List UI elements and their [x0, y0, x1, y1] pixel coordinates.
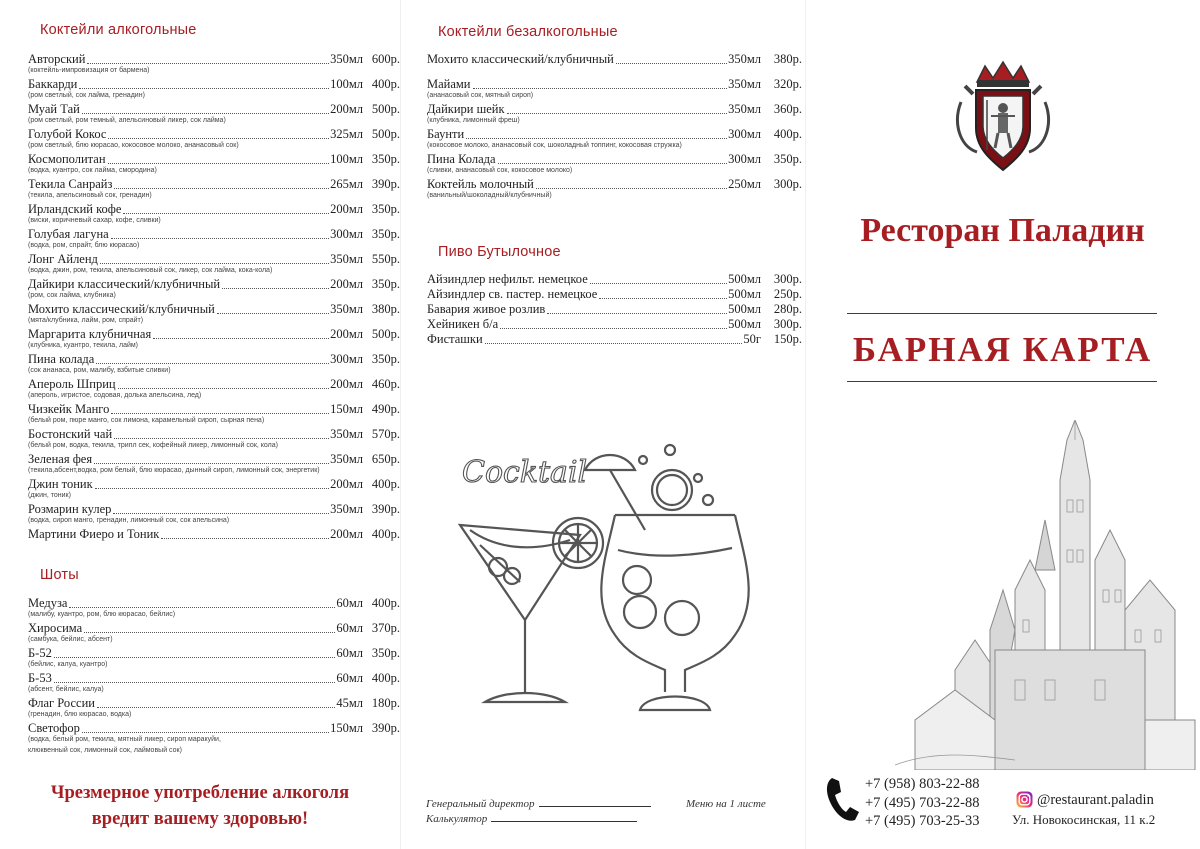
menu-item-price: 300р. [773, 177, 802, 191]
menu-item-leader-dots [118, 388, 329, 389]
menu-item-price: 350р. [371, 352, 400, 366]
menu-item-leader-dots [547, 313, 727, 314]
menu-item-leader-dots [590, 283, 727, 284]
menu-item-line [28, 621, 400, 635]
menu-item-name: Текила Санрайз [28, 177, 113, 191]
menu-item-description: (малибу, куантро, ром, блю кюрасао, бейлис) [28, 611, 176, 618]
menu-item-description: (белый ром, пюре манго, сок лимона, карамельный сироп, сырная пена) [28, 417, 265, 424]
beer-list [427, 272, 802, 347]
menu-item-name: Бавария живое розлив [427, 302, 546, 316]
menu-item-description: (водка, сироп манго, гренадин, лимонный сок, сок апельсина) [28, 517, 230, 524]
menu-item-description: (бейлис, калуа, куантро) [28, 661, 108, 668]
menu-item-description: (текила, апельсиновый сок, гренадин) [28, 192, 152, 199]
menu-item-name: Космополитан [28, 152, 106, 166]
menu-item-price: 500р. [371, 127, 400, 141]
menu-item-volume: 500мл [728, 287, 761, 301]
menu-item-name: Б-53 [28, 671, 52, 685]
menu-item-price: 380р. [371, 302, 400, 316]
menu-item-line [427, 152, 802, 166]
menu-item-name: Айзиндлер св. пастер. немецкое [427, 287, 598, 301]
menu-item-line [28, 402, 400, 416]
menu-item-line [427, 317, 802, 331]
menu-item-description: клюквенный сок, лимонный сок, лаймовый сок) [28, 747, 182, 754]
menu-item-line [28, 177, 400, 191]
left-panel [0, 0, 400, 849]
menu-item-volume: 200мл [330, 202, 363, 216]
menu-item [28, 177, 400, 202]
menu-item-volume: 150мл [330, 721, 363, 735]
menu-item [427, 102, 802, 127]
menu-item-volume: 200мл [330, 477, 363, 491]
calculator-label: Калькулятор [426, 813, 488, 825]
menu-item-price: 350р. [371, 202, 400, 216]
menu-item-description: (сливки, ананасовый сок, кокосовое молоко) [427, 167, 573, 174]
menu-item-line [427, 127, 802, 141]
director-label: Генеральный директор [426, 798, 535, 810]
menu-item-name: Авторский [28, 52, 86, 66]
menu-item-price: 320р. [773, 77, 802, 91]
menu-item-line [427, 77, 802, 91]
menu-item [427, 177, 802, 202]
menu-item-volume: 350мл [728, 77, 761, 91]
menu-item [28, 202, 400, 227]
menu-item-price: 300р. [773, 272, 802, 286]
menu-item-name: Баккарди [28, 77, 78, 91]
menu-item-leader-dots [616, 63, 727, 64]
menu-item-volume: 200мл [330, 327, 363, 341]
menu-item-price: 390р. [371, 721, 400, 735]
menu-item-description: (джин, тоник) [28, 492, 71, 499]
menu-item-leader-dots [500, 328, 727, 329]
menu-item-volume: 350мл [330, 427, 363, 441]
hurricane-glass-icon [585, 445, 749, 710]
menu-item-description: (клубника, куантро, текила, лайм) [28, 342, 139, 349]
alcoholic-cocktails-list [28, 52, 400, 552]
menu-item-leader-dots [82, 113, 329, 114]
coat-of-arms-icon [943, 60, 1063, 180]
menu-item-volume: 200мл [330, 527, 363, 541]
cocktail-label: Cocktail [462, 455, 588, 490]
menu-item-leader-dots [87, 63, 329, 64]
menu-item-leader-dots [153, 338, 329, 339]
menu-item-description: (ананасовый сок, мятный сироп) [427, 92, 534, 99]
menu-item-description: (ром светлый, блю кюрасао, кокосовое молоко, ананасовый сок) [28, 142, 239, 149]
menu-item-line [28, 596, 400, 610]
menu-item-price: 150р. [773, 332, 802, 346]
menu-item-description: (текила,абсент,водка, ром белый, блю кюрасао, дынный сироп, лимонный сок, энергетик) [28, 467, 320, 474]
menu-item-volume: 350мл [728, 52, 761, 66]
menu-item-description: (ром светлый, сок лайма, гренадин) [28, 92, 145, 99]
health-warning-line1: Чрезмерное употребление алкоголя [50, 783, 350, 803]
menu-item-price: 650р. [371, 452, 400, 466]
menu-item-volume: 150мл [330, 402, 363, 416]
menu-item-line [28, 427, 400, 441]
menu-item-price: 360р. [773, 102, 802, 116]
menu-item-price: 490р. [371, 402, 400, 416]
bar-menu-title: БАРНАЯ КАРТА [852, 330, 1153, 369]
menu-item-price: 390р. [371, 502, 400, 516]
menu-item [427, 332, 802, 347]
menu-item-volume: 325мл [330, 127, 363, 141]
menu-item [427, 127, 802, 152]
menu-item [28, 427, 400, 452]
title-rule-top [847, 313, 1157, 314]
menu-item-price: 350р. [371, 646, 400, 660]
menu-item-line [28, 502, 400, 516]
menu-item-price: 350р. [371, 227, 400, 241]
phone-number[interactable]: +7 (495) 703-25-33 [865, 813, 980, 829]
menu-item-price: 250р. [773, 287, 802, 301]
menu-item-price: 570р. [371, 427, 400, 441]
menu-item-description: (водка, джин, ром, текила, апельсиновый сок, ликер, сок лайма, кока-кола) [28, 267, 273, 274]
menu-item-line [28, 77, 400, 91]
section-title-beer: Пиво Бутылочное [438, 244, 561, 260]
menu-item-leader-dots [97, 707, 335, 708]
menu-item-line [28, 102, 400, 116]
menu-item-description: (сок ананаса, ром, малибу, взбитые сливки) [28, 367, 171, 374]
menu-item-volume: 250мл [728, 177, 761, 191]
menu-item-description: (апероль, игристое, содовая, долька апельсина, лед) [28, 392, 202, 399]
menu-item-line [28, 696, 400, 710]
menu-item-line [28, 527, 400, 541]
menu-item-volume: 350мл [330, 252, 363, 266]
menu-item-line [28, 352, 400, 366]
menu-item-price: 350р. [371, 152, 400, 166]
menu-item-line [28, 202, 400, 216]
menu-item-name: Бостонский чай [28, 427, 113, 441]
menu-item [28, 102, 400, 127]
menu-item-line [28, 377, 400, 391]
menu-item-name: Хейникен б/а [427, 317, 499, 331]
menu-item-volume: 200мл [330, 102, 363, 116]
menu-item-price: 400р. [371, 596, 400, 610]
menu-item [28, 277, 400, 302]
menu-item-volume: 300мл [728, 152, 761, 166]
menu-item-line [28, 721, 400, 735]
menu-item-volume: 60мл [336, 596, 363, 610]
menu-item-leader-dots [114, 438, 329, 439]
instagram-icon [1016, 791, 1033, 808]
menu-item-volume: 45мл [336, 696, 363, 710]
menu-item-volume: 350мл [330, 502, 363, 516]
menu-item-leader-dots [485, 343, 742, 344]
director-signature-line [539, 806, 651, 807]
menu-item [28, 502, 400, 527]
menu-item-name: Розмарин кулер [28, 502, 112, 516]
menu-item-line [28, 327, 400, 341]
menu-item [28, 696, 400, 721]
menu-item-volume: 350мл [728, 102, 761, 116]
menu-item-name: Баунти [427, 127, 465, 141]
menu-item-volume: 350мл [330, 52, 363, 66]
menu-item-leader-dots [123, 213, 329, 214]
menu-item-name: Апероль Шприц [28, 377, 116, 391]
menu-item-line [28, 671, 400, 685]
menu-item-leader-dots [536, 188, 727, 189]
menu-item-price: 390р. [371, 177, 400, 191]
phone-number[interactable]: +7 (495) 703-22-88 [865, 794, 980, 811]
menu-item-leader-dots [111, 413, 329, 414]
menu-item-leader-dots [108, 138, 329, 139]
menu-item-description: (самбука, бейлис, абсент) [28, 636, 113, 643]
menu-item-leader-dots [54, 657, 335, 658]
menu-item-line [28, 252, 400, 266]
menu-item-name: Пина колада [28, 352, 95, 366]
menu-item-volume: 50г [743, 332, 761, 346]
menu-item-line [427, 287, 802, 301]
menu-item-leader-dots [222, 288, 329, 289]
menu-item-description: (ром светлый, ром темный, апельсиновый ликер, сок лайма) [28, 117, 226, 124]
menu-item [28, 452, 400, 477]
menu-item [28, 402, 400, 427]
menu-item [28, 227, 400, 252]
menu-item-line [28, 127, 400, 141]
menu-item-description: (гренадин, блю кюрасао, водка) [28, 711, 132, 718]
menu-item-volume: 60мл [336, 671, 363, 685]
cocktail-illustration [440, 430, 800, 730]
menu-item-line [28, 302, 400, 316]
menu-item-volume: 350мл [330, 452, 363, 466]
menu-item-leader-dots [54, 682, 335, 683]
menu-item [427, 287, 802, 302]
menu-item [28, 527, 400, 552]
menu-item-volume: 350мл [330, 302, 363, 316]
section-title-cocktails-nonalcoholic: Коктейли безалкогольные [438, 24, 618, 40]
menu-item-price: 380р. [773, 52, 802, 66]
menu-item [28, 52, 400, 77]
calculator-signature [426, 813, 637, 825]
menu-item-name: Лонг Айленд [28, 252, 98, 266]
cover-panel [805, 0, 1200, 849]
menu-item-name: Айзиндлер нефильт. немецкое [427, 272, 588, 286]
menu-item-name: Мохито классический/клубничный [427, 52, 614, 66]
menu-item-name: Майами [427, 77, 471, 91]
menu-item-line [28, 152, 400, 166]
menu-item-leader-dots [82, 732, 329, 733]
restaurant-name: Ресторан Паладин [860, 212, 1145, 249]
menu-item-name: Мохито классический/клубничный [28, 302, 215, 316]
menu-item-volume: 60мл [336, 646, 363, 660]
menu-item-name: Голубая лагуна [28, 227, 109, 241]
menu-item-line [28, 477, 400, 491]
title-rule-bottom [847, 381, 1157, 382]
menu-item-description: (кокосовое молоко, ананасовый сок, шоколадный топпинг, кокосовая стружка) [427, 142, 682, 149]
menu-item [28, 252, 400, 277]
menu-item-line [28, 227, 400, 241]
menu-item-leader-dots [108, 163, 329, 164]
menu-item-leader-dots [507, 113, 727, 114]
pages-note: Меню на 1 листе [686, 798, 766, 810]
menu-item-line [427, 272, 802, 286]
menu-item-leader-dots [84, 632, 335, 633]
menu-item-line [427, 332, 802, 346]
menu-item-price: 350р. [773, 152, 802, 166]
menu-item-line [427, 177, 802, 191]
menu-item-price: 400р. [371, 77, 400, 91]
menu-item-leader-dots [100, 263, 329, 264]
phone-icon [825, 776, 861, 824]
menu-item [28, 671, 400, 696]
menu-item-price: 500р. [371, 327, 400, 341]
menu-item-volume: 60мл [336, 621, 363, 635]
menu-item [28, 377, 400, 402]
menu-item-name: Зеленая фея [28, 452, 93, 466]
menu-item-price: 370р. [371, 621, 400, 635]
health-warning-line2: вредит вашему здоровью! [91, 809, 309, 829]
phone-number[interactable]: +7 (958) 803-22-88 [865, 776, 980, 792]
menu-item-leader-dots [96, 363, 329, 364]
menu-item-leader-dots [599, 298, 727, 299]
middle-panel [400, 0, 805, 849]
menu-item [427, 272, 802, 287]
menu-item-name: Флаг России [28, 696, 95, 710]
menu-item-name: Медуза [28, 596, 68, 610]
director-signature [426, 798, 651, 810]
menu-item-description: (коктейль-импровизация от бармена) [28, 67, 150, 74]
menu-item-volume: 300мл [330, 352, 363, 366]
menu-item-leader-dots [94, 463, 329, 464]
menu-item-leader-dots [498, 163, 727, 164]
menu-item-description: (водка, белый ром, текила, мятный ликер, сироп маракуйи, [28, 736, 221, 743]
menu-item-volume: 200мл [330, 377, 363, 391]
menu-item-name: Ирландский кофе [28, 202, 122, 216]
menu-item-leader-dots [217, 313, 329, 314]
menu-item-line [427, 302, 802, 316]
menu-item [28, 596, 400, 621]
menu-item-price: 300р. [773, 317, 802, 331]
menu-item-leader-dots [113, 513, 329, 514]
menu-item-price: 350р. [371, 277, 400, 291]
menu-item-description: (клубника, лимонный фреш) [427, 117, 520, 124]
section-title-shots: Шоты [40, 567, 79, 583]
menu-item-line [28, 452, 400, 466]
menu-item-line [28, 277, 400, 291]
menu-item-name: Мартини Фиеро и Тоник [28, 527, 160, 541]
menu-item-leader-dots [466, 138, 727, 139]
menu-item [28, 646, 400, 671]
menu-item [28, 477, 400, 502]
menu-item [28, 621, 400, 646]
menu-item [28, 327, 400, 352]
menu-item [28, 77, 400, 102]
address: Ул. Новокосинская, 11 к.2 [1012, 812, 1156, 827]
menu-item [427, 302, 802, 317]
menu-item-description: (водка, ром, спрайт, блю кюрасао) [28, 242, 140, 249]
menu-item-volume: 500мл [728, 302, 761, 316]
menu-item-name: Пина Колада [427, 152, 496, 166]
menu-item-volume: 500мл [728, 317, 761, 331]
menu-item [427, 77, 802, 102]
castle-illustration [895, 420, 1200, 770]
menu-item-price: 400р. [371, 477, 400, 491]
menu-item-price: 460р. [371, 377, 400, 391]
menu-item-price: 600р. [371, 52, 400, 66]
menu-item-volume: 100мл [330, 77, 363, 91]
menu-item-volume: 265мл [330, 177, 363, 191]
menu-item-name: Джин тоник [28, 477, 93, 491]
menu-item [427, 152, 802, 177]
menu-item-name: Голубой Кокос [28, 127, 107, 141]
menu-item-line [28, 52, 400, 66]
menu-item [28, 352, 400, 377]
menu-item-leader-dots [111, 238, 329, 239]
menu-item [28, 152, 400, 177]
nonalcoholic-cocktails-list [427, 52, 802, 202]
menu-item-price: 400р. [371, 527, 400, 541]
menu-item-volume: 300мл [330, 227, 363, 241]
menu-item-name: Чизкейк Манго [28, 402, 110, 416]
menu-item-description: (водка, куантро, сок лайма, смородина) [28, 167, 157, 174]
shots-list [28, 596, 400, 756]
calculator-signature-line [491, 821, 637, 822]
menu-item [28, 302, 400, 327]
menu-item-description: (мята/клубника, лайм, ром, спрайт) [28, 317, 144, 324]
menu-item [427, 317, 802, 332]
menu-item [427, 52, 802, 77]
menu-item-volume: 100мл [330, 152, 363, 166]
menu-item [28, 746, 400, 756]
menu-item-line [427, 52, 802, 66]
menu-item-name: Дайкири классический/клубничный [28, 277, 221, 291]
menu-item-name: Дайкири шейк [427, 102, 505, 116]
menu-item-price: 500р. [371, 102, 400, 116]
menu-item-leader-dots [114, 188, 329, 189]
menu-item [28, 721, 400, 746]
menu-item-volume: 200мл [330, 277, 363, 291]
menu-item-name: Хиросима [28, 621, 83, 635]
menu-item-leader-dots [161, 538, 329, 539]
martini-glass-icon [460, 518, 603, 702]
menu-item-leader-dots [473, 88, 727, 89]
menu-item [28, 127, 400, 152]
menu-item-leader-dots [95, 488, 329, 489]
menu-item-name: Муай Тай [28, 102, 80, 116]
menu-item-price: 550р. [371, 252, 400, 266]
menu-item-description: (белый ром, водка, текила, трипл сек, кофейный ликер, лимонный сок, кола) [28, 442, 278, 449]
menu-item-leader-dots [79, 88, 329, 89]
menu-item-name: Светофор [28, 721, 80, 735]
menu-item-price: 280р. [773, 302, 802, 316]
menu-item-description: (виски, коричневый сахар, кофе, сливки) [28, 217, 161, 224]
menu-item-price: 400р. [371, 671, 400, 685]
menu-item-volume: 300мл [728, 127, 761, 141]
health-warning [10, 780, 390, 832]
phone-list [865, 775, 980, 831]
instagram-handle[interactable]: @restaurant.paladin [1037, 792, 1154, 808]
menu-item-name: Коктейль молочный [427, 177, 534, 191]
menu-item-leader-dots [69, 607, 335, 608]
menu-item-name: Маргарита клубничная [28, 327, 152, 341]
menu-item-line [28, 646, 400, 660]
menu-item-name: Фисташки [427, 332, 483, 346]
menu-item-price: 180р. [371, 696, 400, 710]
menu-item-volume: 500мл [728, 272, 761, 286]
menu-item-name: Б-52 [28, 646, 52, 660]
menu-item-description: (ром, сок лайма, клубника) [28, 292, 116, 299]
section-title-cocktails-alcoholic: Коктейли алкогольные [40, 22, 197, 38]
menu-item-description: (ванильный/шоколадный/клубничный) [427, 192, 552, 199]
menu-item-description: (абсент, бейлис, калуа) [28, 686, 104, 693]
menu-item-line [427, 102, 802, 116]
menu-item-price: 400р. [773, 127, 802, 141]
